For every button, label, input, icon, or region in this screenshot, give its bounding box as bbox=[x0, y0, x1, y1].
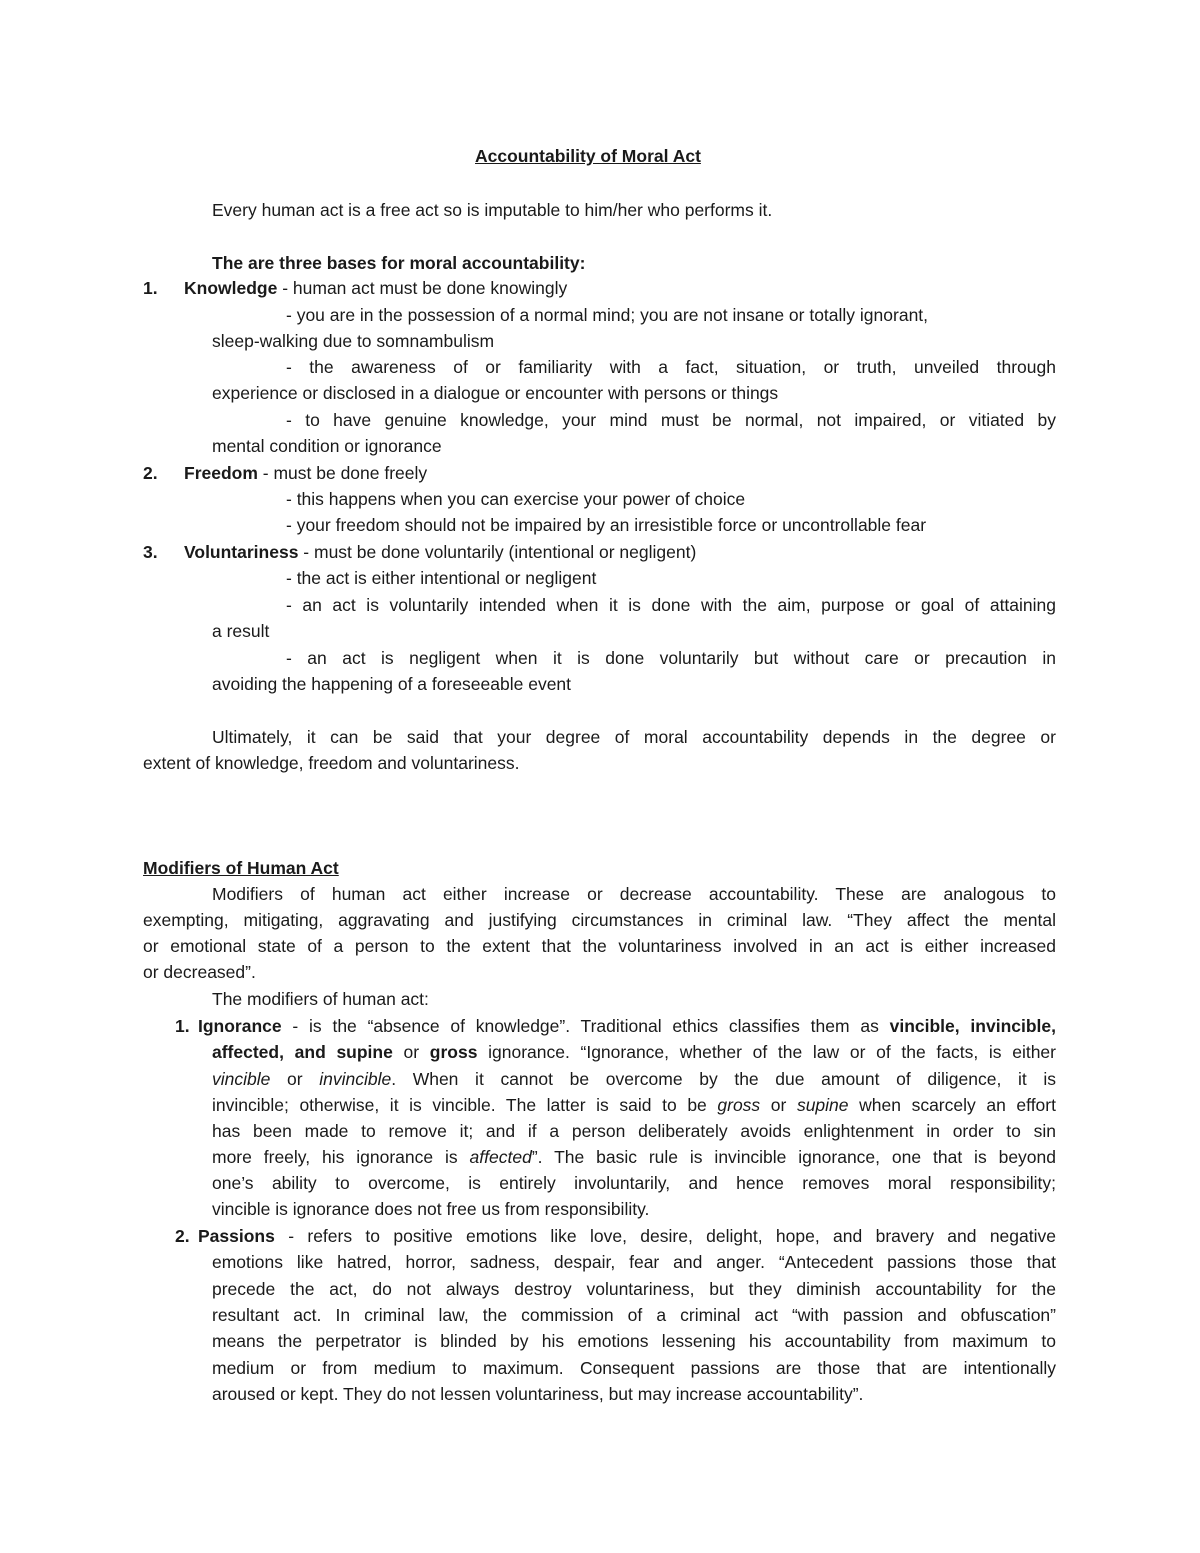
text: affected, and supine bbox=[212, 1042, 393, 1062]
text-line bbox=[212, 1066, 1056, 1092]
text: invincible; otherwise, it is vincible. The latter is said to be bbox=[212, 1095, 718, 1115]
text: invincible bbox=[319, 1069, 392, 1089]
list-line: - the act is either intentional or negligent bbox=[286, 568, 597, 588]
text: affected bbox=[469, 1147, 532, 1167]
para-line: or decreased”. bbox=[143, 962, 256, 982]
text: - refers to positive emotions like love, desire, delight, hope, and bravery and negative bbox=[274, 1226, 1056, 1246]
text: ignorance. “Ignorance, whether of the law or of the facts, is either bbox=[477, 1042, 1056, 1062]
text: when scarcely an effort bbox=[848, 1095, 1056, 1115]
text: . When it cannot be overcome by the due amount of diligence, it is bbox=[391, 1069, 1056, 1089]
modifier-passions-line bbox=[198, 1223, 1056, 1249]
text: vincible, invincible, bbox=[889, 1016, 1056, 1036]
text-line: vincible is ignorance does not free us from responsibility. bbox=[212, 1199, 650, 1219]
bases-heading: The are three bases for moral accountability: bbox=[212, 253, 586, 273]
modifier-ignorance-line bbox=[198, 1013, 1056, 1039]
conclusion-line: Ultimately, it can be said that your degree of moral accountability depends in the degree or bbox=[212, 727, 1056, 747]
basis-freedom bbox=[143, 460, 158, 486]
list-line: a result bbox=[212, 621, 270, 641]
text-line: one’s ability to overcome, is entirely involuntarily, and hence removes moral responsibility; bbox=[212, 1173, 1056, 1193]
para-line: Modifiers of human act either increase or decrease accountability. These are analogous to bbox=[212, 884, 1056, 904]
modifier-term: Ignorance bbox=[198, 1016, 282, 1036]
text-line bbox=[212, 1144, 1056, 1170]
text: - is the “absence of knowledge”. Traditional ethics classifies them as bbox=[281, 1016, 890, 1036]
list-line: - the awareness of or familiarity with a fact, situation, or truth, unveiled through bbox=[286, 357, 1056, 377]
basis-desc: - human act must be done knowingly bbox=[277, 278, 568, 298]
basis-knowledge bbox=[143, 275, 158, 301]
basis-term: Knowledge bbox=[184, 278, 278, 298]
basis-term: Freedom bbox=[184, 463, 258, 483]
basis-knowledge-line bbox=[184, 275, 567, 301]
basis-term: Voluntariness bbox=[184, 542, 299, 562]
text: or bbox=[392, 1042, 430, 1062]
text: supine bbox=[796, 1095, 849, 1115]
list-line: - your freedom should not be impaired by an irresistible force or uncontrollable fear bbox=[286, 515, 927, 535]
list-line: - an act is negligent when it is done voluntarily but without care or precaution in bbox=[286, 648, 1056, 668]
text-line: resultant act. In criminal law, the commission of a criminal act “with passion and obfuscation” bbox=[212, 1305, 1056, 1325]
basis-voluntariness bbox=[143, 539, 158, 565]
text-line bbox=[212, 1039, 1056, 1065]
modifier-number bbox=[175, 1223, 190, 1249]
list-line: - this happens when you can exercise your power of choice bbox=[286, 489, 746, 509]
basis-desc: - must be done freely bbox=[257, 463, 428, 483]
basis-voluntariness-line bbox=[184, 539, 696, 565]
text: ”. The basic rule is invincible ignorance, one that is beyond bbox=[531, 1147, 1056, 1167]
modifier-number bbox=[175, 1013, 190, 1039]
text: gross bbox=[429, 1042, 478, 1062]
basis-number: 3. bbox=[143, 542, 158, 562]
list-line: avoiding the happening of a foreseeable event bbox=[212, 674, 572, 694]
text-line: aroused or kept. They do not lessen voluntariness, but may increase accountability”. bbox=[212, 1384, 864, 1404]
list-line: - you are in the possession of a normal mind; you are not insane or totally ignorant, bbox=[286, 305, 929, 325]
list-line: - an act is voluntarily intended when it is done with the aim, purpose or goal of attaining bbox=[286, 595, 1056, 615]
text: or bbox=[270, 1069, 320, 1089]
basis-freedom-line bbox=[184, 460, 427, 486]
num: 2. bbox=[175, 1226, 190, 1246]
conclusion-line: extent of knowledge, freedom and voluntariness. bbox=[143, 753, 520, 773]
text-line: medium or from medium to maximum. Consequent passions are those that are intentionally bbox=[212, 1358, 1056, 1378]
text: more freely, his ignorance is bbox=[212, 1147, 470, 1167]
text: or bbox=[760, 1095, 797, 1115]
list-intro: The modifiers of human act: bbox=[212, 989, 429, 1009]
text-line: precede the act, do not always destroy voluntariness, but they diminish accountability for the bbox=[212, 1279, 1056, 1299]
num: 1. bbox=[175, 1016, 190, 1036]
page-title: Accountability of Moral Act bbox=[475, 146, 701, 166]
list-line: mental condition or ignorance bbox=[212, 436, 442, 456]
text: gross bbox=[717, 1095, 761, 1115]
modifier-term: Passions bbox=[198, 1226, 275, 1246]
intro-text: Every human act is a free act so is imputable to him/her who performs it. bbox=[212, 200, 773, 220]
text-line: has been made to remove it; and if a person deliberately avoids enlightenment in order to sin bbox=[212, 1121, 1056, 1141]
text-line bbox=[212, 1092, 1056, 1118]
text-line: means the perpetrator is blinded by his emotions lessening his accountability from maximum to bbox=[212, 1331, 1056, 1351]
list-line: - to have genuine knowledge, your mind must be normal, not impaired, or vitiated by bbox=[286, 410, 1056, 430]
text-line: emotions like hatred, horror, sadness, despair, fear and anger. “Antecedent passions those that bbox=[212, 1252, 1056, 1272]
list-line: sleep-walking due to somnambulism bbox=[212, 331, 495, 351]
basis-desc: - must be done voluntarily (intentional or negligent) bbox=[298, 542, 697, 562]
list-line: experience or disclosed in a dialogue or encounter with persons or things bbox=[212, 383, 779, 403]
section-heading: Modifiers of Human Act bbox=[143, 858, 339, 878]
basis-number: 2. bbox=[143, 463, 158, 483]
para-line: exempting, mitigating, aggravating and justifying circumstances in criminal law. “They affect the mental bbox=[143, 910, 1056, 930]
basis-number: 1. bbox=[143, 278, 158, 298]
para-line: or emotional state of a person to the extent that the voluntariness involved in an act is either increased bbox=[143, 936, 1056, 956]
text: vincible bbox=[212, 1069, 271, 1089]
